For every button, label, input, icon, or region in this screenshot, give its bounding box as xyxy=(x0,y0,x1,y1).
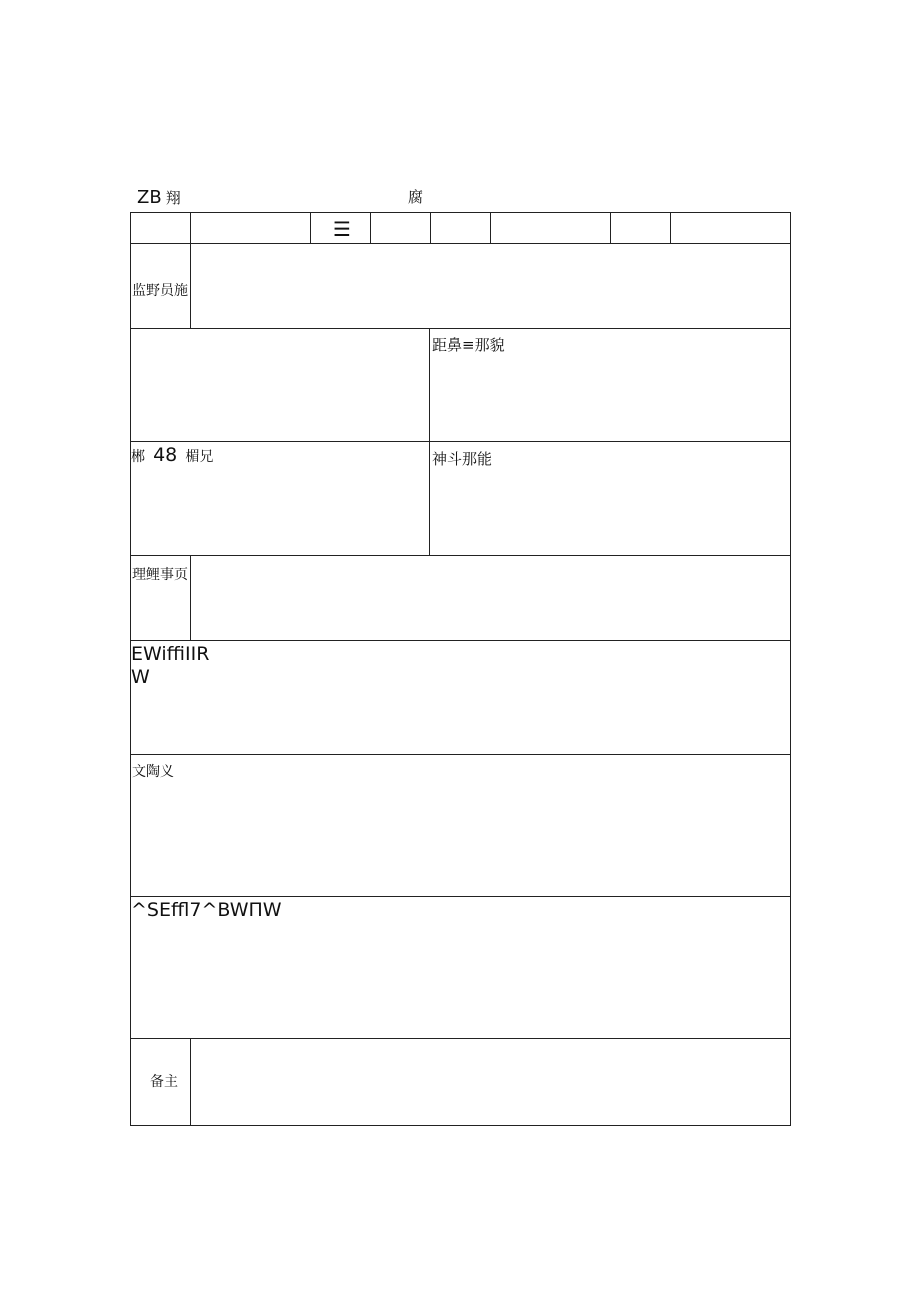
wentao-cell xyxy=(130,754,791,897)
top-cell-2 xyxy=(190,212,311,244)
left-mid-label xyxy=(131,446,213,465)
matters-label-cell xyxy=(130,555,191,641)
left-mid-cell xyxy=(130,441,430,556)
trigram-icon: ☰ xyxy=(333,217,351,241)
wentao-label: 文陶义 xyxy=(132,764,174,780)
form-header-code-main: ZB xyxy=(137,187,162,208)
right-top-label: 距鼻≡那貌 xyxy=(432,336,505,354)
remarks-label-cell xyxy=(130,1038,191,1126)
top-cell-1 xyxy=(130,212,191,244)
remarks-value-cell xyxy=(190,1038,791,1126)
top-cell-3 xyxy=(310,212,371,244)
left-mid-label-a: 郴 xyxy=(131,449,145,465)
supervisor-label: 监野员施 xyxy=(132,283,188,299)
form-header-code xyxy=(137,187,181,208)
supervisor-label-cell xyxy=(130,243,191,329)
top-cell-5 xyxy=(430,212,491,244)
form-header-code-suffix: 翔 xyxy=(165,189,181,207)
form-table xyxy=(130,212,791,1126)
ewiff-cell xyxy=(130,640,791,755)
top-cell-4 xyxy=(370,212,431,244)
seffl-label: ^SEffl7^BWΠW xyxy=(131,899,282,921)
seffl-cell xyxy=(130,896,791,1039)
supervisor-value-cell xyxy=(190,243,791,329)
matters-label: 理鲤事页 xyxy=(132,567,188,583)
right-mid-label: 神斗那能 xyxy=(432,450,493,468)
form-header-title: 腐 xyxy=(408,188,424,206)
ewiff-label-line1: EWiffiIIR xyxy=(131,643,210,665)
matters-value-cell xyxy=(190,555,791,641)
top-cell-6 xyxy=(490,212,611,244)
left-mid-label-b: 48 xyxy=(153,444,178,466)
right-mid-cell xyxy=(429,441,791,556)
left-mid-label-c: 楣兄 xyxy=(185,449,214,465)
ewiff-label-line2: W xyxy=(131,666,150,688)
top-cell-7 xyxy=(610,212,671,244)
left-top-cell xyxy=(130,328,430,442)
right-top-cell xyxy=(429,328,791,442)
top-cell-8 xyxy=(670,212,791,244)
remarks-label: 备主 xyxy=(150,1074,178,1090)
